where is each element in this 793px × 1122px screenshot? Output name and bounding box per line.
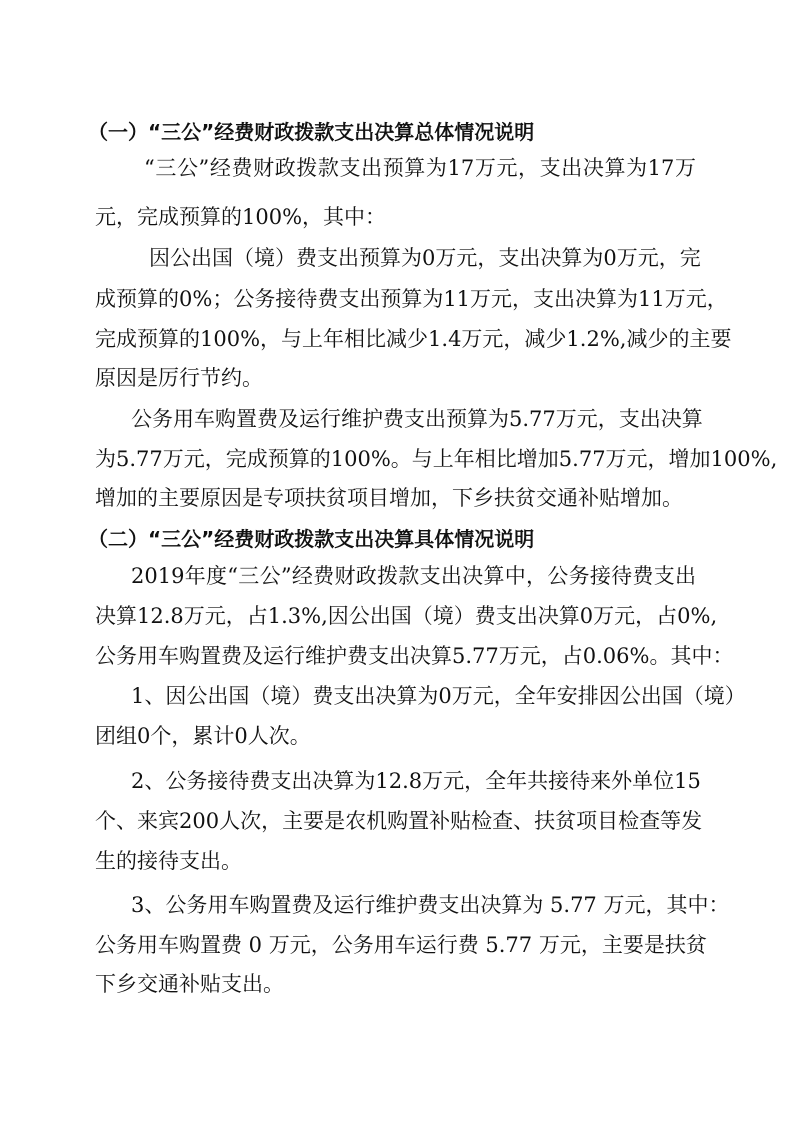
s1-p3-line1: 公务用车购置费及运行维护费支出预算为5.77万元，支出决算 — [131, 407, 703, 431]
s2-p1-line3: 公务用车购置费及运行维护费支出决算5.77万元，占0.06%。其中： — [95, 644, 734, 668]
s1-p3-line3: 增加的主要原因是专项扶贫项目增加，下乡扶贫交通补贴增加。 — [95, 486, 683, 510]
s2-p3-line1: 2、公务接待费支出决算为12.8万元，全年共接待来外单位15 — [131, 769, 701, 793]
s2-p4-line2: 公务用车购置费 0 万元，公务用车运行费 5.77 万元，主要是扶贫 — [95, 933, 707, 957]
s1-p2-line4: 原因是厉行节约。 — [95, 366, 263, 390]
s2-p1-line2: 决算12.8万元，占1.3%,因公出国（境）费支出决算0万元，占0%, — [95, 604, 718, 628]
s1-p3-line2: 为5.77万元，完成预算的100%。与上年相比增加5.77万元，增加100%, — [95, 447, 778, 471]
s1-p1-line1: “三公”经费财政拨款支出预算为17万元，支出决算为17万 — [144, 156, 696, 180]
s1-p2-line3: 完成预算的100%，与上年相比减少1.4万元，减少1.2%,减少的主要 — [95, 327, 732, 351]
s1-p1-line2: 元，完成预算的100%，其中： — [95, 205, 387, 229]
s2-p1-line1: 2019年度“三公”经费财政拨款支出决算中，公务接待费支出 — [131, 564, 696, 588]
s2-p2-line2: 团组0个，累计0人次。 — [95, 724, 311, 748]
s2-p4-line3: 下乡交通补贴支出。 — [95, 972, 284, 996]
s2-p3-line3: 生的接待支出。 — [95, 849, 242, 873]
s2-p3-line2: 个、来宾200人次，主要是农机购置补贴检查、扶贫项目检查等发 — [95, 809, 703, 833]
s2-p2-line1: 1、因公出国（境）费支出决算为0万元，全年安排因公出国（境） — [131, 684, 746, 708]
section1-heading: （一）“三公”经费财政拨款支出决算总体情况说明 — [88, 120, 535, 144]
s1-p2-line2: 成预算的0%；公务接待费支出预算为11万元，支出决算为11万元， — [95, 287, 728, 311]
s2-p4-line1: 3、公务用车购置费及运行维护费支出决算为 5.77 万元，其中： — [131, 893, 730, 917]
s1-p2-line1: 因公出国（境）费支出预算为0万元，支出决算为0万元，完 — [149, 246, 701, 270]
section2-heading: （二）“三公”经费财政拨款支出决算具体情况说明 — [88, 527, 535, 551]
